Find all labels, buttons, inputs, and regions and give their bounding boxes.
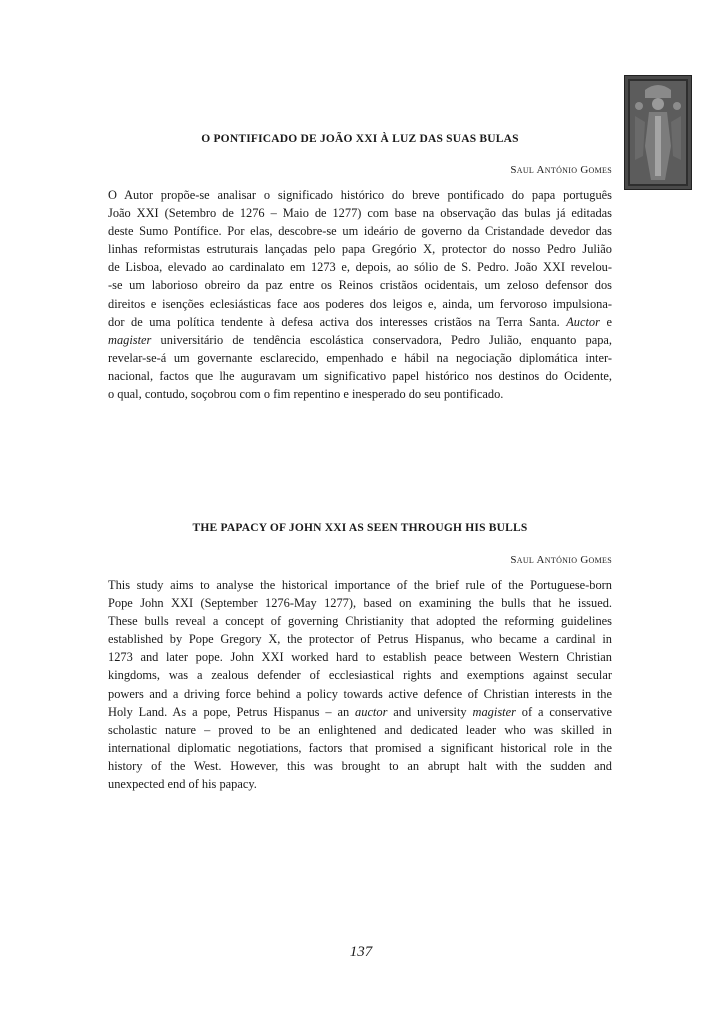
text-line: history of the West. However, this was brought to an abrupt halt with the sudden and [108, 758, 612, 773]
italic-term-magister: magister [108, 332, 152, 347]
text-line: deste Sumo Pontífice. Por elas, descobre-se um ideário de governo da Cristandade devedor das [108, 224, 612, 239]
text-segment: universitário de tendência escolástica conservadora, Pedro Julião, enquanto papa, [160, 332, 612, 347]
english-author: Saul António Gomes [510, 554, 612, 566]
italic-term-magister: magister [472, 704, 516, 719]
text-line: powers and a driving force behind a policy towards active defence of Christian interests in the [108, 686, 612, 701]
text-line: o qual, contudo, soçobrou com o fim repentino e inesperado do seu pontificado. [108, 387, 504, 402]
english-title: THE PAPACY OF JOHN XXI AS SEEN THROUGH HIS BULLS [192, 522, 528, 534]
text-line: revelar-se-á um governante esclarecido, empenhado e hábil na negociação diplomática inter- [108, 350, 612, 365]
text-line: João XXI (Setembro de 1276 – Maio de 1277) com base na observação das bulas já editadas [108, 206, 612, 221]
text-segment: Holy Land. As a pope, Petrus Hispanus – an [108, 704, 350, 719]
text-line: de Lisboa, elevado ao cardinalato em 1273 e, depois, ao sólio de S. Pedro. João XXI revelou- [108, 260, 612, 275]
text-line [108, 703, 612, 721]
text-line: international diplomatic negotiations, factors that promised a significant historical role in the [108, 740, 612, 755]
text-segment: dor de uma política tendente à defesa activa dos interesses cristãos na Terra Santa. [108, 314, 560, 329]
corner-relief-image [624, 75, 692, 190]
english-abstract-section [108, 522, 612, 793]
italic-term-auctor: Auctor [566, 314, 600, 329]
text-line: This study aims to analyse the historical importance of the brief rule of the Portuguese-born [108, 578, 612, 592]
text-line: established by Pope Gregory X, the protector of Petrus Hispanus, who became a cardinal in [108, 632, 612, 647]
text-line: kingdoms, was a zealous defender of ecclesiastical rights and exemptions against secular [108, 668, 612, 683]
portuguese-title: O PONTIFICADO DE JOÃO XXI À LUZ DAS SUAS BULAS [201, 133, 519, 145]
text-line: scholastic nature – proved to be an enlightened and dedicated leader who was skilled in [108, 722, 612, 737]
text-line: unexpected end of his papacy. [108, 777, 257, 792]
text-line: -se um laborioso obreiro da paz entre os Reinos cristãos ocidentais, um zeloso defensor dos [108, 278, 612, 293]
text-segment: and university [393, 704, 467, 719]
portuguese-author: Saul António Gomes [510, 164, 612, 176]
text-line [108, 313, 612, 331]
text-line [108, 331, 612, 349]
text-line: direitos e isenções eclesiásticas face aos poderes dos leigos e, ainda, um fervoroso impulsiona- [108, 296, 612, 311]
text-line: O Autor propõe-se analisar o significado histórico do breve pontificado do papa português [108, 188, 612, 202]
english-abstract-text [108, 576, 612, 793]
text-line: linhas reformistas estruturais lançadas pelo papa Gregório X, protector do nosso Pedro Julião [108, 242, 612, 257]
page-number: 137 [349, 944, 373, 960]
text-line: 1273 and later pope. John XXI worked hard to establish peace between Western Christian [108, 650, 612, 665]
text-line: nacional, factos que lhe auguravam um significativo papel histórico nos destinos do Ocidente, [108, 368, 612, 383]
portuguese-abstract-section [108, 133, 612, 403]
portuguese-abstract-text [108, 186, 612, 403]
text-line: Pope John XXI (September 1276-May 1277), based on examining the bulls that he issued. [108, 596, 612, 611]
text-line: These bulls reveal a concept of governing Christianity that adopted the reforming guidelines [108, 614, 612, 629]
text-segment: e [606, 314, 612, 329]
italic-term-auctor: auctor [355, 704, 388, 719]
text-segment: of a conservative [521, 704, 612, 719]
relief-figure-icon [625, 76, 691, 189]
